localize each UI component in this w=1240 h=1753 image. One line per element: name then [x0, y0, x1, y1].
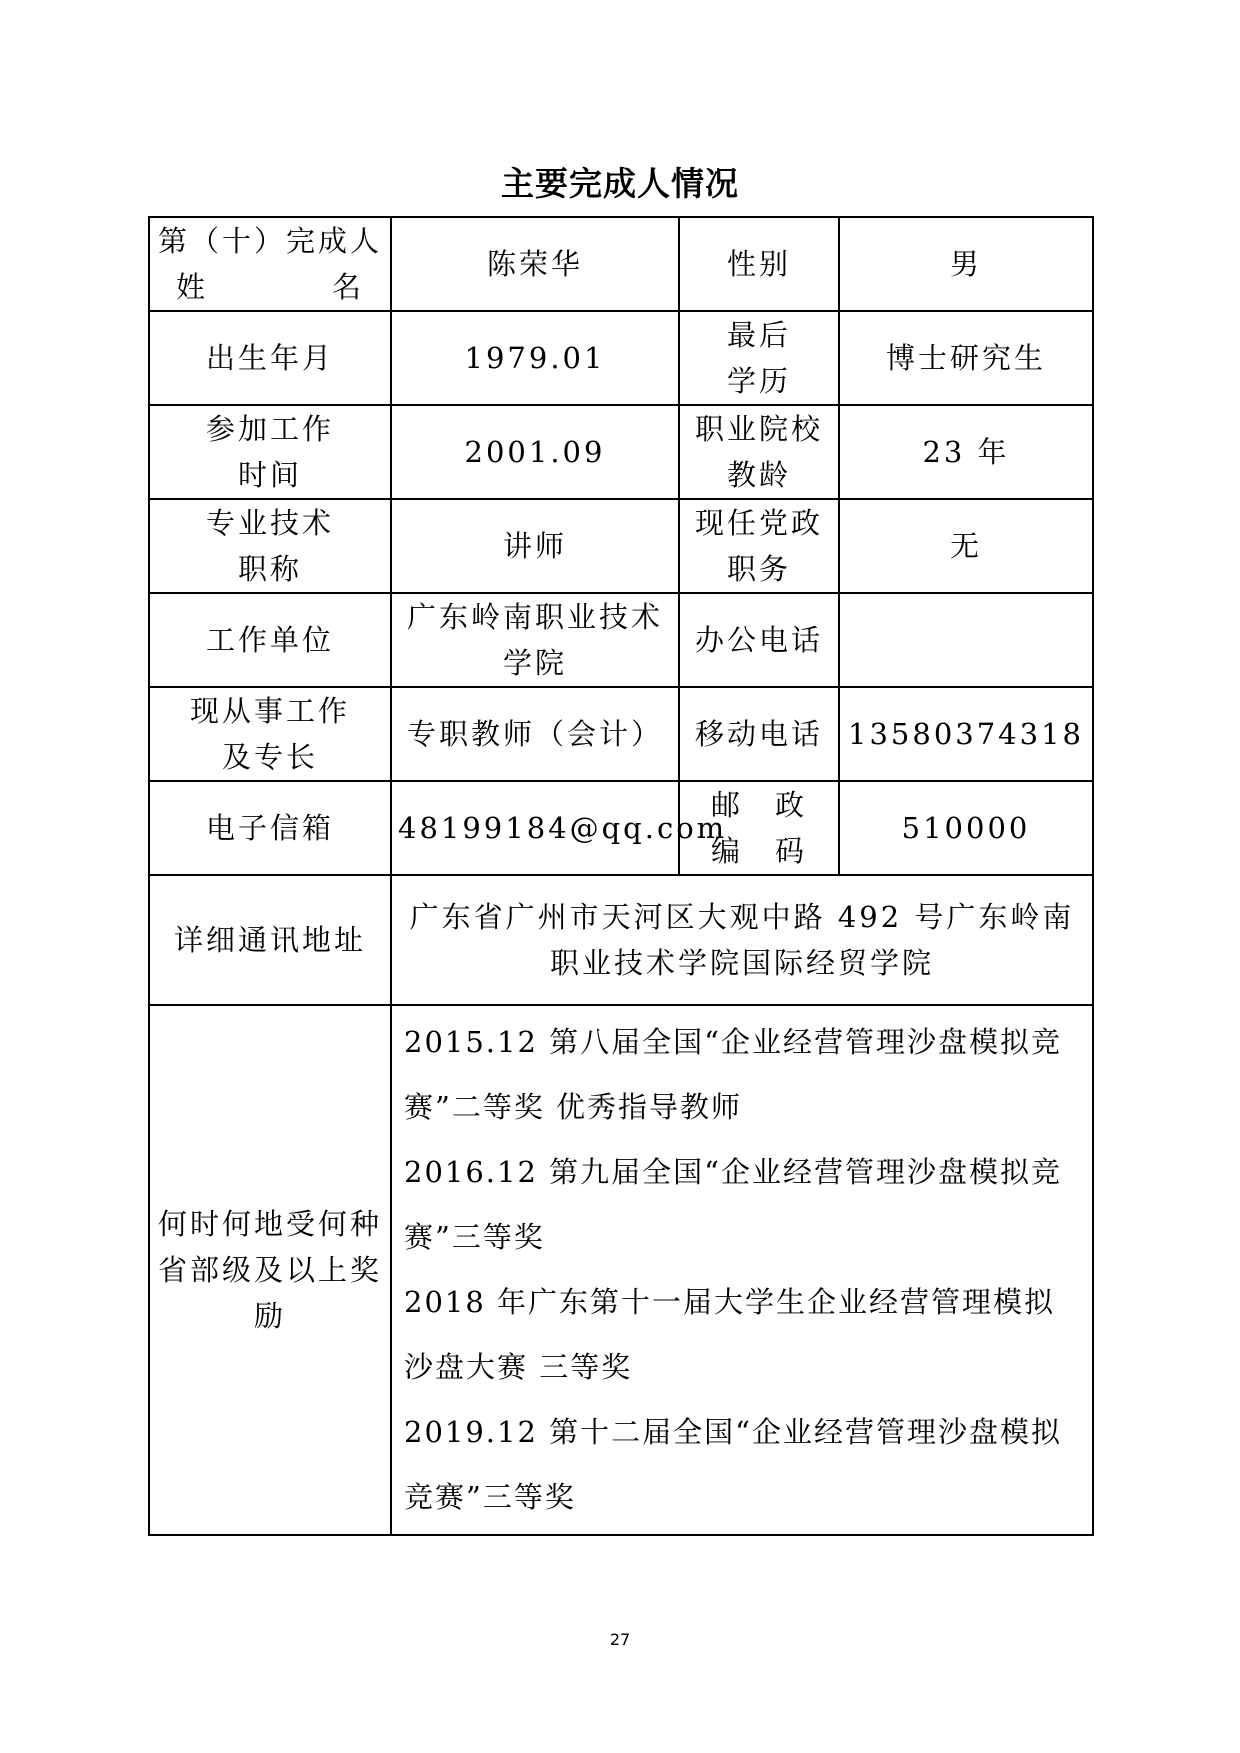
professional-title-value: 讲师: [391, 499, 679, 593]
name-label-cell: [149, 217, 391, 311]
table-row-unit: [149, 593, 1093, 687]
work-unit-value-line1: 广东岭南职业技术: [406, 600, 663, 634]
teaching-years-value: 23 年: [839, 405, 1093, 499]
postcode-label-line1: 邮 政: [710, 788, 807, 822]
professional-title-label-line1: 专业技术: [205, 506, 334, 540]
email-value: 48199184@qq.com: [391, 781, 679, 875]
gender-label: 性别: [679, 217, 839, 311]
postcode-label-line2: 编 码: [710, 834, 807, 868]
email-label: 电子信箱: [149, 781, 391, 875]
work-start-label-line1: 参加工作: [205, 412, 334, 446]
awards-label-cell: [149, 1005, 391, 1535]
table-row-name: [149, 217, 1093, 311]
teaching-years-label-cell: [679, 405, 839, 499]
table-row-title: [149, 499, 1093, 593]
work-start-label-cell: [149, 405, 391, 499]
work-unit-value-cell: [391, 593, 679, 687]
table-row-address: [149, 875, 1093, 1005]
work-start-label-line2: 时间: [237, 458, 302, 492]
award-item: 2019.12 第十二届全国“企业经营管理沙盘模拟竞赛”三等奖: [404, 1415, 1062, 1514]
party-post-label-line1: 现任党政: [694, 506, 823, 540]
work-unit-label: 工作单位: [149, 593, 391, 687]
award-item: 2016.12 第九届全国“企业经营管理沙盘模拟竞赛”三等奖: [404, 1155, 1062, 1254]
name-value: 陈荣华: [391, 217, 679, 311]
office-phone-value: [839, 593, 1093, 687]
page-title: 主要完成人情况: [501, 164, 739, 203]
education-label-cell: [679, 311, 839, 405]
birth-label: 出生年月: [149, 311, 391, 405]
table-row-awards: [149, 1005, 1093, 1535]
professional-title-label-line2: 职称: [237, 552, 302, 586]
teaching-years-label-line1: 职业院校: [694, 412, 823, 446]
contributor-info-table: [148, 216, 1094, 1536]
address-value: 广东省广州市天河区大观中路 492 号广东岭南职业技术学院国际经贸学院: [391, 875, 1093, 1005]
education-value: 博士研究生: [839, 311, 1093, 405]
table-row-birth: [149, 311, 1093, 405]
award-item: 2018 年广东第十一届大学生企业经营管理模拟沙盘大赛 三等奖: [404, 1285, 1056, 1384]
awards-label-line1: 何时何地受何种: [157, 1207, 382, 1241]
birth-value: 1979.01: [391, 311, 679, 405]
page-number: 27: [609, 1630, 631, 1649]
table-row-job: [149, 687, 1093, 781]
address-label: 详细通讯地址: [149, 875, 391, 1005]
name-label-line2: 姓 名: [176, 270, 364, 304]
party-post-label-cell: [679, 499, 839, 593]
work-start-value: 2001.09: [391, 405, 679, 499]
education-label-line1: 最后: [726, 318, 791, 352]
party-post-value: 无: [839, 499, 1093, 593]
gender-value: 男: [839, 217, 1093, 311]
mobile-phone-label: 移动电话: [679, 687, 839, 781]
office-phone-label: 办公电话: [679, 593, 839, 687]
party-post-label-line2: 职务: [726, 552, 791, 586]
current-job-label-line1: 现从事工作: [189, 694, 350, 728]
mobile-phone-value: 13580374318: [839, 687, 1093, 781]
work-unit-value-line2: 学院: [502, 646, 567, 680]
awards-label-line2: 省部级及以上奖励: [157, 1253, 382, 1333]
awards-list: [391, 1005, 1093, 1535]
table-row-work-start: [149, 405, 1093, 499]
postcode-value: 510000: [839, 781, 1093, 875]
name-label-line1: 第（十）完成人: [157, 224, 382, 258]
education-label-line2: 学历: [726, 364, 791, 398]
table-row-email: [149, 781, 1093, 875]
current-job-label-line2: 及专长: [221, 740, 318, 774]
current-job-label-cell: [149, 687, 391, 781]
professional-title-label-cell: [149, 499, 391, 593]
teaching-years-label-line2: 教龄: [726, 458, 791, 492]
current-job-value: 专职教师（会计）: [391, 687, 679, 781]
award-item: 2015.12 第八届全国“企业经营管理沙盘模拟竞赛”二等奖 优秀指导教师: [404, 1025, 1062, 1124]
